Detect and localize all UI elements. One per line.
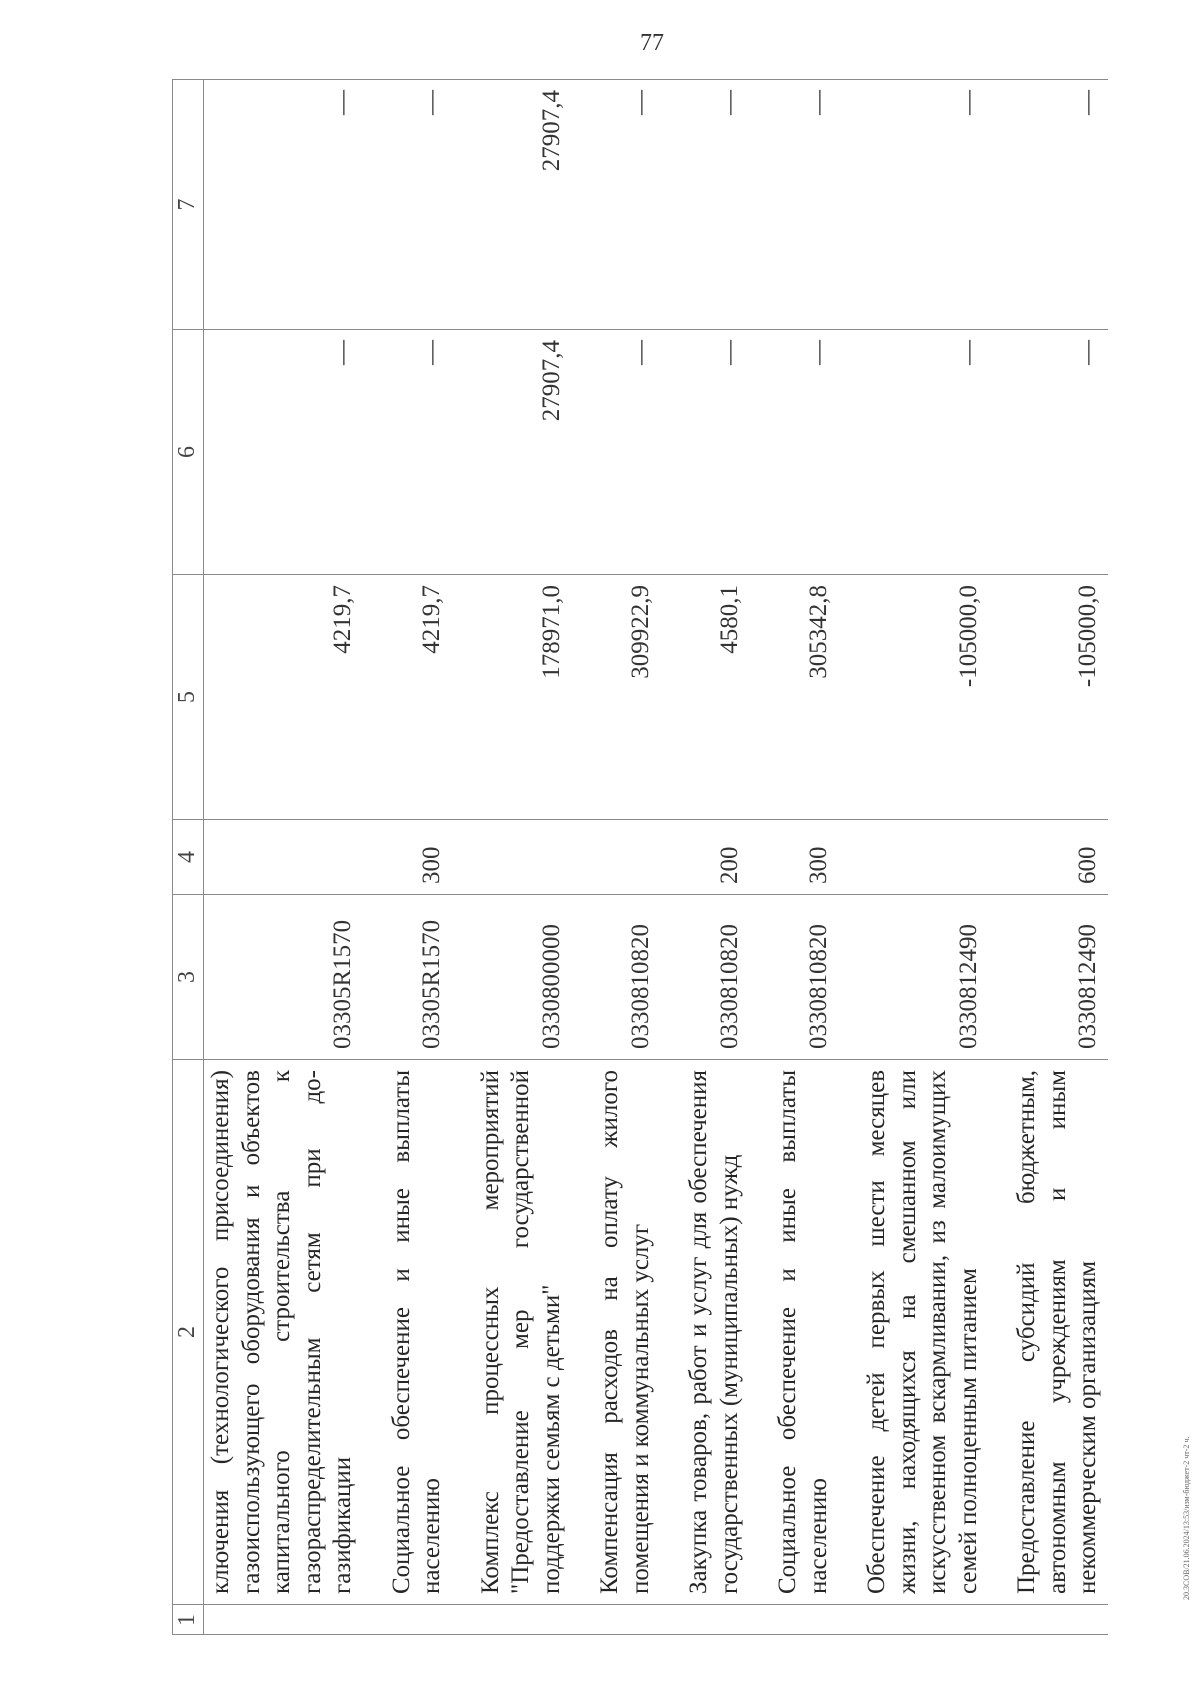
table-row xyxy=(749,80,838,1635)
budget-table xyxy=(172,79,1108,1635)
table-row xyxy=(988,80,1108,1635)
row-type: 300 xyxy=(363,820,452,895)
row-code: 0330810820 xyxy=(749,895,838,1060)
row-col7: — xyxy=(749,80,838,330)
table-row xyxy=(660,80,749,1635)
row-code: 0330800000 xyxy=(452,895,572,1060)
footer-stamp: 20.3СОВ/21.06.2024/13:53/изм-бюджет-2 чт-2 ч. xyxy=(1182,1436,1191,1600)
column-number: 6 xyxy=(173,330,204,575)
row-code: 0330812490 xyxy=(838,895,988,1060)
row-col6: — xyxy=(838,330,988,575)
column-number-row xyxy=(173,80,204,1635)
row-code: 03305R1570 xyxy=(204,895,363,1060)
table-row xyxy=(363,80,452,1635)
row-name: Предоставление субсидий бюджетным, автономным учреждениям и иным некоммерческим организациям xyxy=(988,1060,1108,1605)
column-number: 5 xyxy=(173,575,204,820)
row-type: 600 xyxy=(988,820,1108,895)
column-number: 7 xyxy=(173,80,204,330)
row-type xyxy=(204,820,363,895)
row-amount: -105000,0 xyxy=(988,575,1108,820)
column-number: 3 xyxy=(173,895,204,1060)
row-type xyxy=(571,820,660,895)
row-col7: — xyxy=(660,80,749,330)
table-row xyxy=(452,80,572,1635)
row-amount: 178971,0 xyxy=(452,575,572,820)
table-row xyxy=(838,80,988,1635)
row-col6: 27907,4 xyxy=(452,330,572,575)
row-amount: -105000,0 xyxy=(838,575,988,820)
page-number: 77 xyxy=(640,30,664,56)
row-col6: — xyxy=(749,330,838,575)
row-col6: — xyxy=(363,330,452,575)
budget-table-rotated xyxy=(172,80,1101,1635)
row-name: Социальное обеспечение и иные выплаты населению xyxy=(363,1060,452,1605)
row-code: 0330812490 xyxy=(988,895,1108,1060)
row-col6: — xyxy=(571,330,660,575)
row-amount: 4219,7 xyxy=(363,575,452,820)
row-col7: — xyxy=(363,80,452,330)
table-row xyxy=(571,80,660,1635)
row-amount: 4580,1 xyxy=(660,575,749,820)
row-col7: 27907,4 xyxy=(452,80,572,330)
row-type xyxy=(452,820,572,895)
row-name: Закупка товаров, работ и услуг для обеспечения государственных (муниципальных) нужд xyxy=(660,1060,749,1605)
row-col7: — xyxy=(204,80,363,330)
row-name: Комплекс процессных мероприятий "Предоставление мер государственной поддержки семьям с детьми" xyxy=(452,1060,572,1605)
row-col7: — xyxy=(571,80,660,330)
row-name: Социальное обеспечение и иные выплаты населению xyxy=(749,1060,838,1605)
column-number: 2 xyxy=(173,1060,204,1605)
row-type: 300 xyxy=(749,820,838,895)
table-row xyxy=(204,80,363,1635)
column-number: 1 xyxy=(173,1605,204,1635)
row-name: Обеспечение детей первых шести месяцев жизни, находящихся на смешанном или искусственном вскармливании, из малоимущих семей полноценным питанием xyxy=(838,1060,988,1605)
row-name: Компенсация расходов на оплату жилого помещения и коммунальных услуг xyxy=(571,1060,660,1605)
row-name: ключения (технологического присоединения) газоиспользующего оборудования и объектов капитального строительства к газораспределительным сетям при догазификации xyxy=(204,1060,363,1605)
row-type xyxy=(838,820,988,895)
row-col7: — xyxy=(838,80,988,330)
row-col6: — xyxy=(204,330,363,575)
row-amount: 309922,9 xyxy=(571,575,660,820)
row-col6: — xyxy=(660,330,749,575)
column-number: 4 xyxy=(173,820,204,895)
row-col6: — xyxy=(988,330,1108,575)
row-amount: 4219,7 xyxy=(204,575,363,820)
row-code: 03305R1570 xyxy=(363,895,452,1060)
row-col7: — xyxy=(988,80,1108,330)
row-code: 0330810820 xyxy=(660,895,749,1060)
row-type: 200 xyxy=(660,820,749,895)
row-amount: 305342,8 xyxy=(749,575,838,820)
row-code: 0330810820 xyxy=(571,895,660,1060)
